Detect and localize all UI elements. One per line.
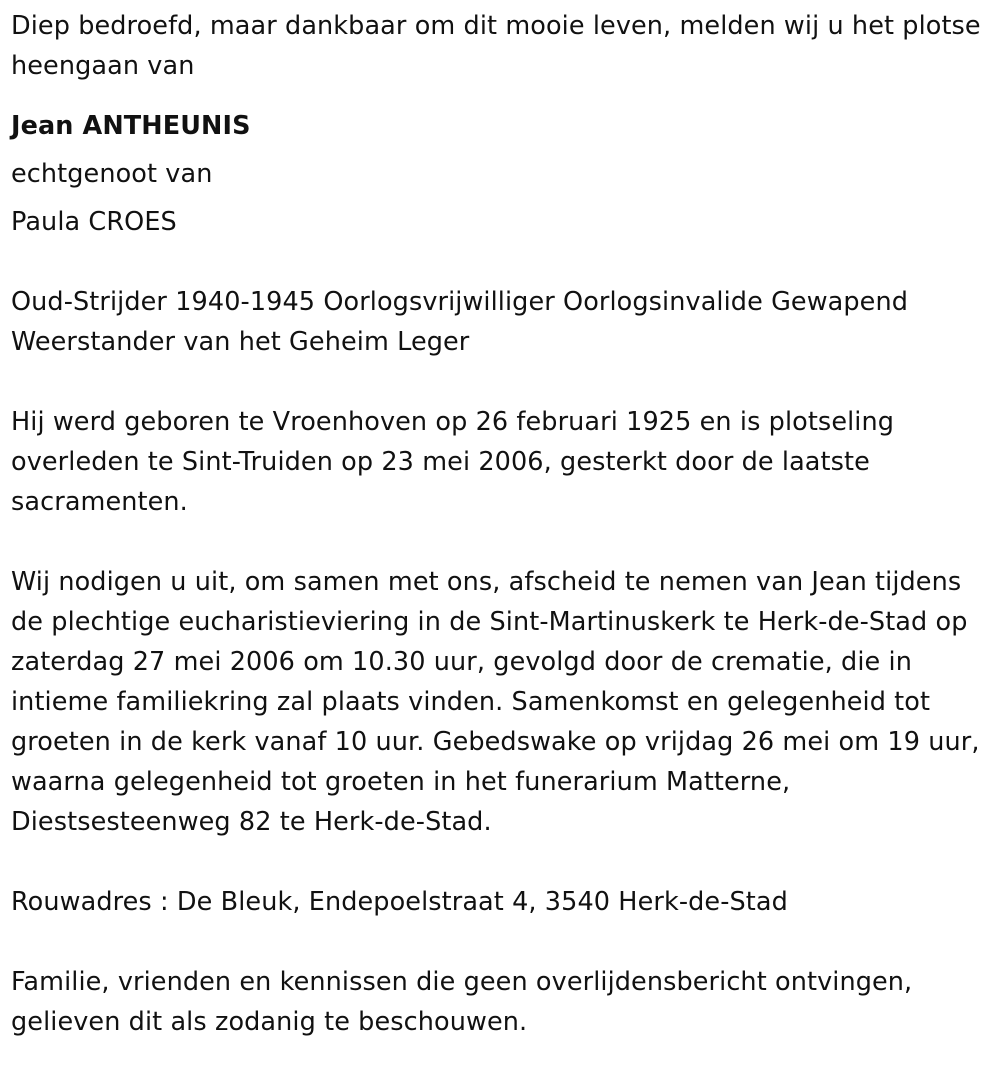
spacer bbox=[11, 242, 993, 282]
spouse-name: Paula CROES bbox=[11, 207, 177, 237]
spacer bbox=[11, 922, 993, 962]
closing-paragraph: Familie, vrienden en kennissen die geen overlijdensbericht ontvingen, gelieven dit als zodanig te beschouwen. bbox=[11, 967, 913, 1037]
birth-death-paragraph: Hij werd geboren te Vroenhoven op 26 februari 1925 en is plotseling overleden te Sint-Truiden op 23 mei 2006, gesterkt door de laatste sacramenten. bbox=[11, 407, 895, 517]
spacer bbox=[11, 362, 993, 402]
deceased-name: Jean ANTHEUNIS bbox=[11, 111, 251, 141]
spacer bbox=[11, 522, 993, 562]
spacer bbox=[11, 146, 993, 154]
obituary-document bbox=[11, 6, 993, 1042]
relation-text: echtgenoot van bbox=[11, 159, 213, 189]
spacer bbox=[11, 86, 993, 106]
titles-paragraph: Oud-Strijder 1940-1945 Oorlogsvrijwilliger Oorlogsinvalide Gewapend Weerstander van het Geheim Leger bbox=[11, 287, 909, 357]
mourning-address: Rouwadres : De Bleuk, Endepoelstraat 4, 3540 Herk-de-Stad bbox=[11, 887, 788, 917]
ceremony-paragraph: Wij nodigen u uit, om samen met ons, afscheid te nemen van Jean tijdens de plechtige eucharistieviering in de Sint-Martinuskerk te Herk-de-Stad op zaterdag 27 mei 2006 om 10.30 uur, gevolgd door de crematie, die in intieme familiekring zal plaats vinden. Samenkomst en gelegenheid tot groeten in de kerk vanaf 10 uur. Gebedswake op vrijdag 26 mei om 19 uur, waarna gelegenheid tot groeten in het funerarium Matterne, Diestsesteenweg 82 te Herk-de-Stad. bbox=[11, 567, 980, 837]
spacer bbox=[11, 842, 993, 882]
intro-paragraph: Diep bedroefd, maar dankbaar om dit mooie leven, melden wij u het plotse heengaan van bbox=[11, 11, 981, 81]
spacer bbox=[11, 194, 993, 202]
